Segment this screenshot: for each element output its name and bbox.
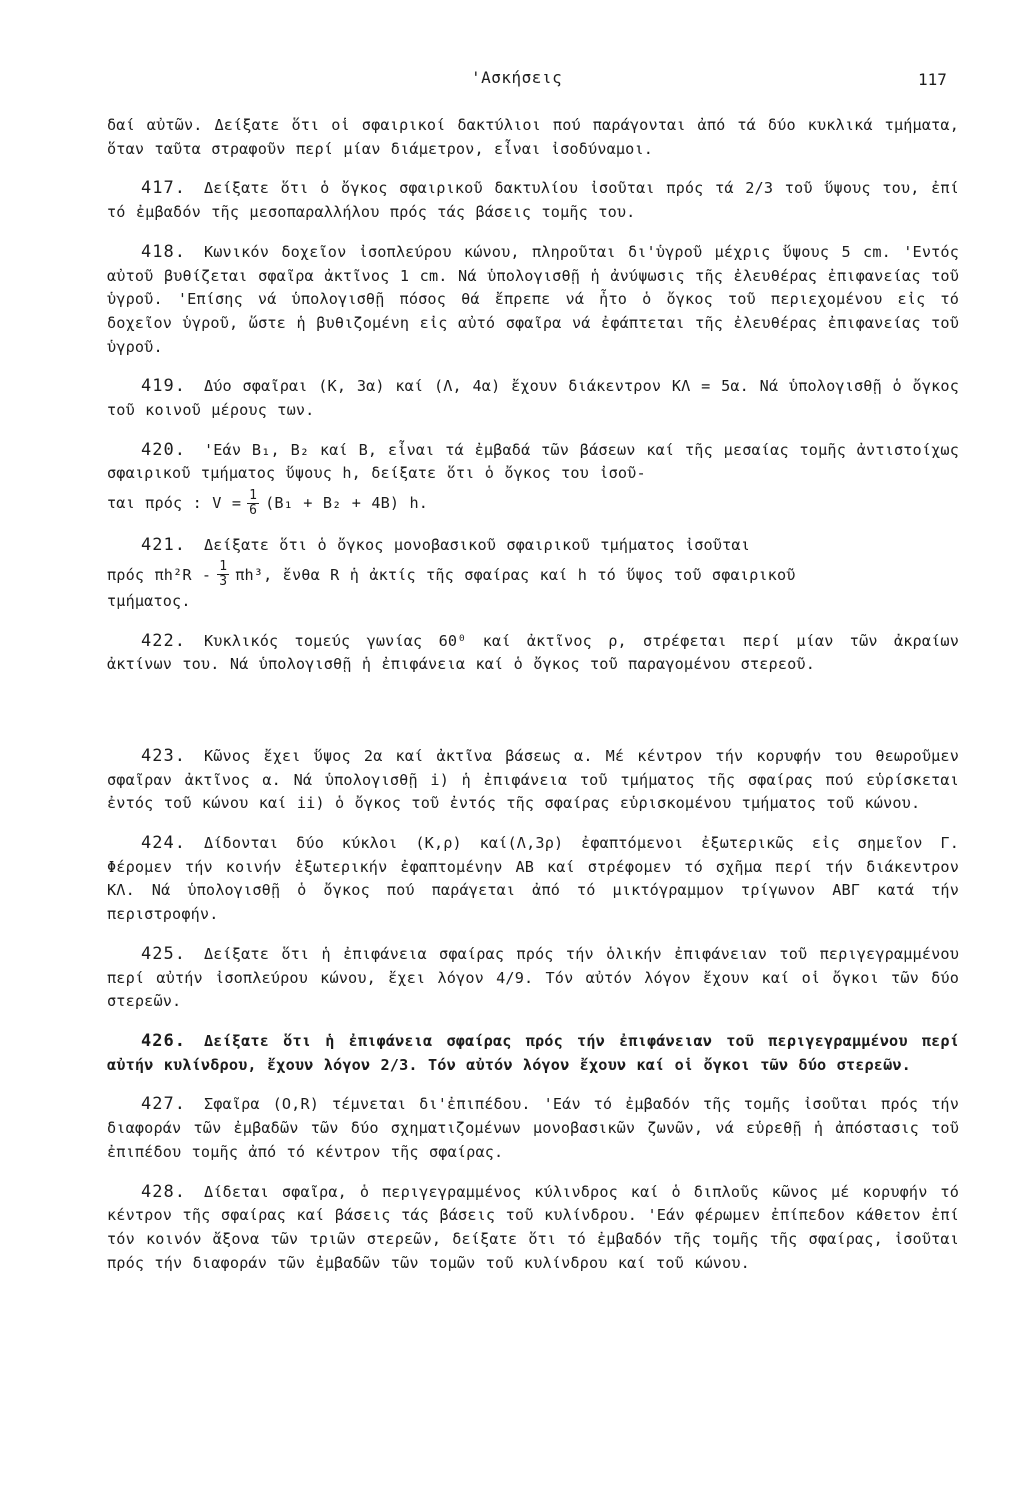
exercise-420 xyxy=(107,439,959,518)
exercise-number: 418. xyxy=(141,241,186,262)
fraction-denominator: 6 xyxy=(249,502,258,518)
exercise-text: 'Εάν Β₁, Β₂ καί Β, εἶναι τά ἐμβαδά τῶν βάσεων καί τῆς μεσαίας τομῆς ἀντιστοίχως σφαιρικοῦ τμήματος ὕψους h, δείξατε ὅτι ὁ ὄγκος του ἰσοῦ- xyxy=(107,440,959,483)
exercise-text: Κυκλικός τομεύς γωνίας 60⁰ καί ἀκτῖνος ρ, στρέφεται περί μίαν τῶν ἀκραίων ἀκτίνων του. Νά ὑπολογισθῇ ἡ ἐπιφάνεια καί ὁ ὄγκος τοῦ παραγομένου στερεοῦ. xyxy=(107,631,959,674)
exercise-423 xyxy=(107,745,959,816)
exercise-text: Δείξατε ὅτι ἡ ἐπιφάνεια σφαίρας πρός τήν ἐπιφάνειαν τοῦ περιγεγραμμένου περί αὐτήν κυλίνδρου, ἔχουν λόγον 2/3. Τόν αὐτόν λόγον ἔχουν καί οἱ ὄγκοι τῶν δύο στερεῶν. xyxy=(107,1031,959,1074)
volume-formula xyxy=(107,488,959,518)
fraction-one-sixth xyxy=(247,489,259,518)
fraction-numerator: 1 xyxy=(249,487,258,503)
exercise-number: 425. xyxy=(141,943,186,964)
exercise-text: Σφαῖρα (Ο,R) τέμνεται δι'ἐπιπέδου. 'Εάν τό ἐμβαδόν τῆς τομῆς ἰσοῦται πρός τήν διαφοράν τῶν ἐμβαδῶν τῶν δύο σχηματιζομένων μονοβασικῶν ζωνῶν, νά εὑρεθῇ ἡ ἀπόστασις τοῦ ἐπιπέδου τομῆς ἀπό τό κέντρον τῆς σφαίρας. xyxy=(107,1095,959,1161)
page-number: 117 xyxy=(918,70,947,89)
blank-gap xyxy=(107,693,959,745)
exercise-422 xyxy=(107,630,959,677)
exercise-text: Δείξατε ὅτι ἡ ἐπιφάνεια σφαίρας πρός τήν ὁλικήν ἐπιφάνειαν τοῦ περιγεγραμμένου περί αὐτήν ἰσοπλεύρου κώνου, ἔχει λόγον 4/9. Τόν αὐτόν λόγον ἔχουν καί οἱ ὄγκοι τῶν δύο στερεῶν. xyxy=(107,944,959,1011)
exercise-list xyxy=(107,114,959,1291)
exercise-417 xyxy=(107,177,959,224)
fraction-one-third xyxy=(217,560,229,589)
exercise-number: 419. xyxy=(141,376,186,397)
exercise-text: Κῶνος ἔχει ὕψος 2α καί ἀκτῖνα βάσεως α. Μέ κέντρον τήν κορυφήν του θεωροῦμεν σφαῖραν ἀκτῖνος α. Νά ὑπολογισθῇ i) ἡ ἐπιφάνεια τοῦ τμήματος τῆς σφαίρας πού εὑρίσκεται ἐντός τοῦ κώνου καί ii) ὁ ὄγκος τοῦ ἐντός τῆς σφαίρας εὑρισκομένου τμήματος τοῦ κώνου. xyxy=(107,746,959,813)
exercise-428 xyxy=(107,1181,959,1276)
exercise-424 xyxy=(107,832,959,927)
fraction-denominator: 3 xyxy=(219,574,228,590)
formula-prefix: πρός πh²R - xyxy=(107,565,212,584)
exercise-number: 422. xyxy=(141,630,186,651)
exercise-number: 427. xyxy=(141,1094,186,1115)
paragraph-text: δαί αὐτῶν. Δείξατε ὅτι οἱ σφαιρικοί δακτύλιοι πού παράγονται ἀπό τά δύο κυκλικά τμήματα, ὅταν ταῦτα στραφοῦν περί μίαν διάμετρον, εἶναι ἰσοδύναμοι. xyxy=(107,116,959,158)
exercise-number: 423. xyxy=(141,745,186,766)
formula-rest: (Β₁ + Β₂ + 4Β) h. xyxy=(265,494,429,513)
exercise-425 xyxy=(107,943,959,1014)
exercise-number: 420. xyxy=(141,439,186,460)
exercise-427 xyxy=(107,1093,959,1164)
exercise-text: Δείξατε ὅτι ὁ ὄγκος μονοβασικοῦ σφαιρικοῦ τμήματος ἰσοῦται xyxy=(203,536,750,555)
exercise-text: Κωνικόν δοχεῖον ἰσοπλεύρου κώνου, πληροῦται δι'ὑγροῦ μέχρις ὕψους 5 cm. 'Εντός αὐτοῦ βυθίζεται σφαῖρα ἀκτῖνος 1 cm. Νά ὑπολογισθῇ ἡ ἀνύψωσις τῆς ἐλευθέρας ἐπιφανείας τοῦ ὑγροῦ. 'Επίσης νά ὑπολογισθῇ πόσος θά ἔπρεπε νά ἦτο ὁ ὄγκος τοῦ περιεχομένου εἰς τό δοχεῖον ὑγροῦ, ὥστε ἡ βυθιζομένη εἰς αὐτό σφαῖρα νά ἐφάπτεται τῆς ἐλευθέρας ἐπιφανείας τοῦ ὑγροῦ. xyxy=(107,242,959,356)
exercise-number: 417. xyxy=(141,178,186,199)
exercise-number: 426. xyxy=(141,1030,186,1051)
exercise-418 xyxy=(107,241,959,360)
exercise-419 xyxy=(107,375,959,422)
exercise-number: 424. xyxy=(141,833,186,854)
exercise-426 xyxy=(107,1030,959,1077)
exercise-text: Δείξατε ὅτι ὁ ὄγκος σφαιρικοῦ δακτυλίου ἰσοῦται πρός τά 2/3 τοῦ ὕψους του, ἐπί τό ἐμβαδόν τῆς μεσοπαραλλήλου πρός τάς βάσεις τομῆς του. xyxy=(107,179,959,222)
exercise-text: Δίδεται σφαῖρα, ὁ περιγεγραμμένος κύλινδρος καί ὁ διπλοῦς κῶνος μέ κορυφήν τό κέντρον τῆς σφαίρας καί βάσεις τάς βάσεις τοῦ κυλίνδρου. 'Εάν φέρωμεν ἐπίπεδον κάθετον ἐπί τόν κοινόν ἄξονα τῶν τριῶν στερεῶν, δείξατε ὅτι τό ἐμβαδόν τῆς τομῆς τῆς σφαίρας, ἰσοῦται πρός τήν διαφοράν τῶν ἐμβαδῶν τῶν τομῶν τοῦ κυλίνδρου καί τοῦ κώνου. xyxy=(107,1182,959,1272)
fraction-numerator: 1 xyxy=(219,559,228,575)
formula-tail: τμήματος. xyxy=(107,591,191,610)
continued-paragraph xyxy=(107,114,959,161)
exercise-421 xyxy=(107,534,959,613)
exercise-text: Δύο σφαῖραι (Κ, 3α) καί (Λ, 4α) ἔχουν διάκεντρον ΚΛ = 5α. Νά ὑπολογισθῇ ὁ ὄγκος τοῦ κοινοῦ μέρους των. xyxy=(107,377,959,420)
formula-rest: πh³, ἔνθα R ἡ ἀκτίς τῆς σφαίρας καί h τό ὕψος τοῦ σφαιρικοῦ xyxy=(235,565,796,584)
running-header: 'Ασκήσεις xyxy=(471,68,563,87)
formula-prefix: ται πρός : V = xyxy=(107,494,242,513)
exercise-text: Δίδονται δύο κύκλοι (Κ,ρ) καί(Λ,3ρ) ἐφαπτόμενοι ἐξωτερικῶς εἰς σημεῖον Γ. Φέρομεν τήν κοινήν ἐξωτερικήν ἐφαπτομένην ΑΒ καί στρέφομεν τό σχῆμα περί τήν διάκεντρον ΚΛ. Νά ὑπολογισθῇ ὁ ὄγκος πού παράγεται ἀπό τό μικτόγραμμον τρίγωνον ΑΒΓ κατά τήν περιστροφήν. xyxy=(107,834,959,924)
segment-volume-formula xyxy=(107,560,959,590)
exercise-number: 421. xyxy=(141,535,186,556)
exercise-number: 428. xyxy=(141,1181,186,1202)
